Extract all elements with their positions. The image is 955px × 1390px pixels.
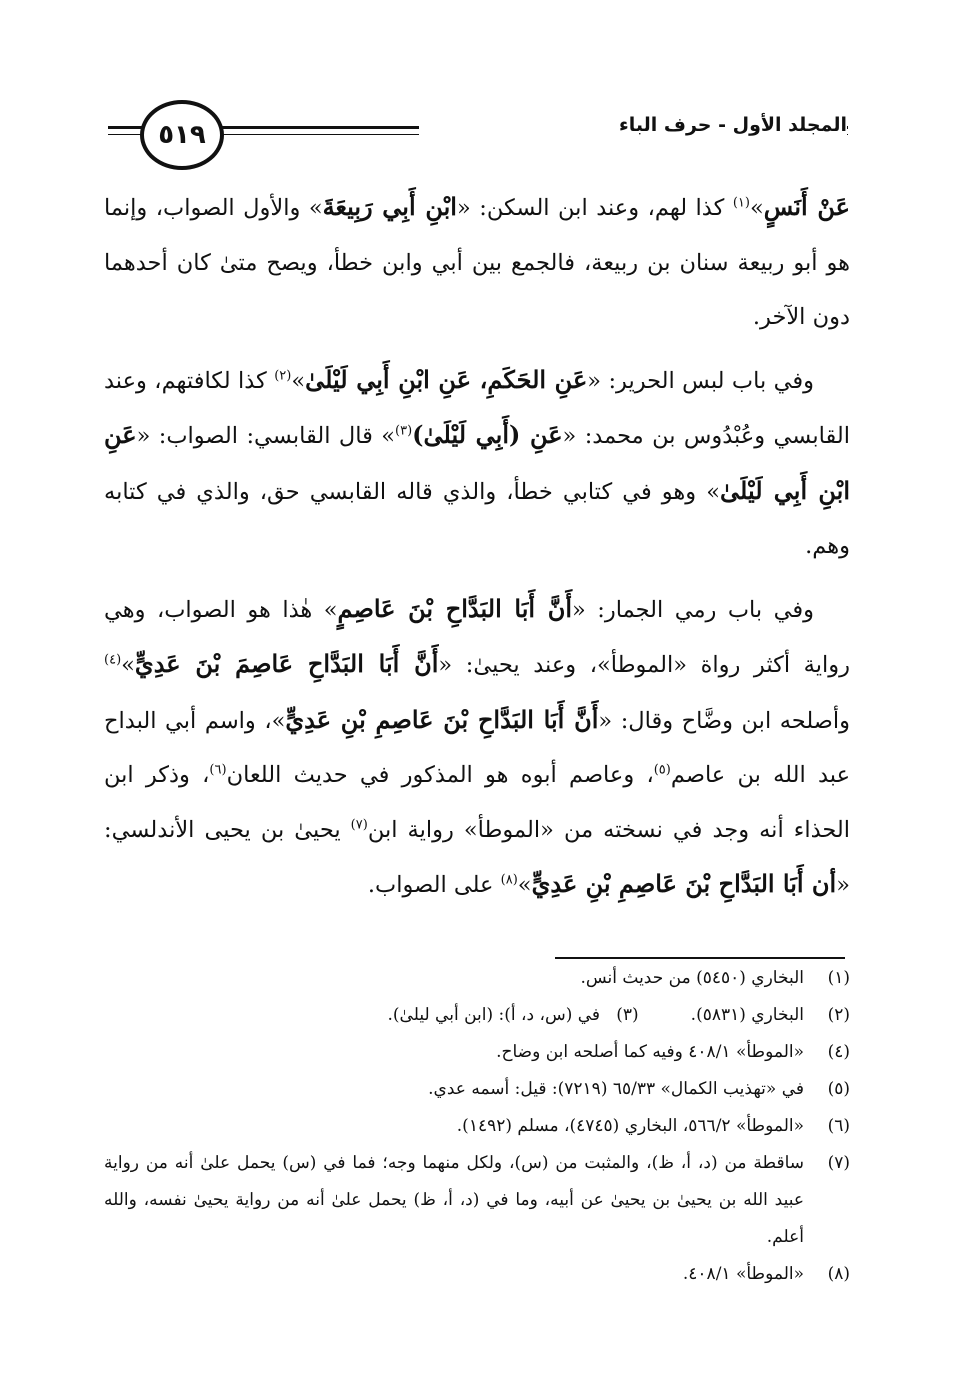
footnote-number: (٨) [827,1264,850,1284]
footnote-text [104,997,804,1034]
text: » هٰذا هو الصواب، وهي رواية أكثر رواة «الموطأ»، وعند يحيىٰ: « [104,596,850,678]
footnote-ref[interactable]: (٥) [653,762,671,778]
text: » [291,367,306,394]
text: كذا لهم، وعند ابن السكن: « [456,195,733,221]
footnotes [104,960,850,1293]
footnote-ref[interactable]: (٨) [500,872,518,888]
hadith-snippet: عَنِ (أَبِي لَيْلَىٰ) [412,420,563,449]
footnote-text: البخاري (٥٤٥٠) من حديث أنس. [580,968,804,988]
hadith-snippet: عَنِ الحَكَمِ، عَنِ ابْنِ أَبِي لَيْلَىٰ [305,364,588,394]
footnote-text: ساقطة من (د، أ، ظ)، والمثبت من (س)، ولكل منهما وجه؛ فما في (س) يحمل علىٰ أنه من رواية عبيد الله بن يحيىٰ بن يحيىٰ عن أبيه، وما في (د، أ، ظ) يحمل علىٰ أنه من رواية يحيىٰ نفسه، والله أعلم. [104,1153,804,1247]
footnote-6 [104,1108,850,1145]
text: » وهو في كتابي خطأ، والذي قاله القابسي حق، والذي في كتابه وهم. [104,478,850,559]
text: » [121,652,135,678]
hadith-snippet: أن أَبَا البَدَّاحِ بْنَ عَاصِمِ بْنِ عَدِيٍّ [531,869,837,898]
footnote-3-number: (٣) [616,1005,639,1025]
closing-quote: » [749,195,764,221]
footnote-number: (٢) [827,1005,850,1025]
footnote-number: (٤) [827,1042,850,1062]
running-head: المجلد الأول - حرف الباء [419,114,847,136]
text: »، واسم أبي البداح عبد الله بن عاصم [104,707,851,788]
footnote-ref[interactable]: (٣) [395,423,413,439]
paragraph-2 [104,353,850,574]
footnote-text: «الموطأ» ٤٠٨/١ وفيه كما أصلحه ابن وضاح. [496,1042,804,1062]
footnote-ref[interactable]: (١) [732,195,750,211]
body-text [104,180,850,913]
spacer [600,1005,616,1025]
text: » قال القابسي: الصواب: « [136,423,396,449]
footnote-ref[interactable]: (٢) [274,368,292,383]
text: يحيىٰ بن يحيى الأندلسي: « [104,816,850,898]
page-number: ٥١٩ [140,100,224,170]
footnote-ref[interactable]: (٤) [104,652,122,668]
hadith-snippet: عَنِ ابْنِ أَبِي لَيْلَىٰ [104,420,850,505]
footnote-number: (٥) [827,1079,850,1099]
hadith-snippet: عَنْ أَنَسٍ [763,192,851,221]
text: على الصواب. [367,872,501,898]
hadith-snippet: أَنَّ أَبَا البَدَّاحِ بْنَ عَاصِمِ بْنِ عَدِيٍّ [285,704,599,734]
footnote-ref[interactable]: (٧) [350,817,368,832]
text: كذا لكافتهم، وعند القابسي وعُبْدُوس بن محمد: « [104,367,850,449]
footnote-text: في «تهذيب الكمال» ٦٥/٣٣ (٧٢١٩): قيل: أسمه عدي. [428,1079,804,1099]
paragraph-1 [104,180,850,345]
footnote-number: (١) [827,968,850,988]
hadith-snippet: أَنَّ أَبَا البَدَّاحِ عَاصِمَ بْنَ عَدِيٍّ [134,649,439,678]
footnote-separator [555,957,845,959]
text: وفي باب لبس الحرير: « [587,367,814,394]
footnote-2-text: البخاري (٥٨٣١). [690,1005,804,1025]
footnote-5 [104,1071,850,1108]
text: وأصلحه ابن وضَّاح وقال: « [598,707,850,734]
footnote-8 [104,1256,850,1293]
footnote-ref[interactable]: (٦) [209,762,227,778]
hadith-snippet: أَنَّ أَبَا البَدَّاحِ بْنَ عَاصِمٍ [337,593,573,623]
text: وفي باب رمي الجمار: « [572,596,814,623]
footnote-1 [104,960,850,997]
text: » والأول الصواب، وإنما هو أبو ربيعة سنان بن ربيعة، فالجمع بين أبي وابن خطأ، ويصح متىٰ كان أحدهما دون الآخر. [104,195,850,330]
footnote-3-text: في (س، د، أ): (ابن أبي ليلىٰ). [387,1005,601,1025]
footnote-7 [104,1145,850,1256]
hadith-snippet: ابْنِ أَبِي رَبِيعَةَ [322,192,457,221]
text: ، وعاصم أبوه هو المذكور في حديث اللعان [226,762,654,788]
footnote-text: «الموطأ» ٤٠٨/١. [682,1264,804,1284]
text: » [517,872,532,898]
text: ، وذكر ابن الحذاء أنه وجد في نسخته من «الموطأ» رواية ابن [104,762,851,843]
paragraph-3 [104,582,850,913]
footnote-number: (٦) [827,1116,850,1136]
footnote-4 [104,1034,850,1071]
footnote-number: (٧) [827,1153,850,1173]
footnote-text: «الموطأ» ٥٦٦/٢، البخاري (٤٧٤٥)، مسلم (١٤٩٢). [456,1116,804,1136]
footnote-2-3 [104,997,850,1034]
